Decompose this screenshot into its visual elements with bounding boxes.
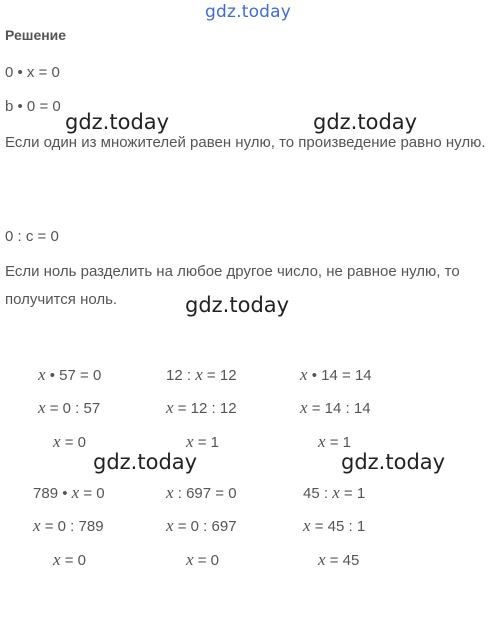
equation-line-1: 0 • х = 0 <box>5 64 60 81</box>
equation-cell: x = 1 <box>186 432 219 451</box>
equation-cell: x = 45 <box>318 550 360 569</box>
equation-cell: x = 12 : 12 <box>166 398 237 417</box>
watermark: gdz.today <box>313 110 418 134</box>
watermark: gdz.today <box>93 450 198 474</box>
equation-cell: x = 1 <box>318 432 351 451</box>
equation-cell: x = 0 : 789 <box>33 516 104 535</box>
equation-cell: 45 : x = 1 <box>303 483 366 502</box>
rule-paragraph-2: Если ноль разделить на любое другое число, не равное нулю, то получится ноль. <box>5 263 460 308</box>
watermark: gdz.today <box>341 450 446 474</box>
equation-cell: x = 0 <box>53 550 86 569</box>
equation-cell: x = 0 : 697 <box>166 516 237 535</box>
equation-cell: 789 • x = 0 <box>33 483 105 502</box>
equation-cell: x = 14 : 14 <box>300 398 371 417</box>
equation-cell: x = 45 : 1 <box>303 516 366 535</box>
watermark: gdz.today <box>185 293 290 317</box>
equation-cell: x = 0 : 57 <box>38 398 101 417</box>
equation-line-3: 0 : с = 0 <box>5 228 59 245</box>
equation-cell: x = 0 <box>53 432 86 451</box>
site-logo[interactable]: gdz.today <box>205 2 292 22</box>
equation-cell: x : 697 = 0 <box>166 483 237 502</box>
watermark: gdz.today <box>65 110 170 134</box>
equation-line-2: b • 0 = 0 <box>5 98 61 115</box>
rule-paragraph-1: Если один из множителей равен нулю, то произведение равно нулю. <box>5 134 486 151</box>
equation-cell: x • 57 = 0 <box>38 365 102 384</box>
equation-cell: 12 : x = 12 <box>166 365 237 384</box>
equation-cell: x • 14 = 14 <box>300 365 372 384</box>
equation-cell: x = 0 <box>186 550 219 569</box>
solution-heading: Решение <box>5 27 67 43</box>
